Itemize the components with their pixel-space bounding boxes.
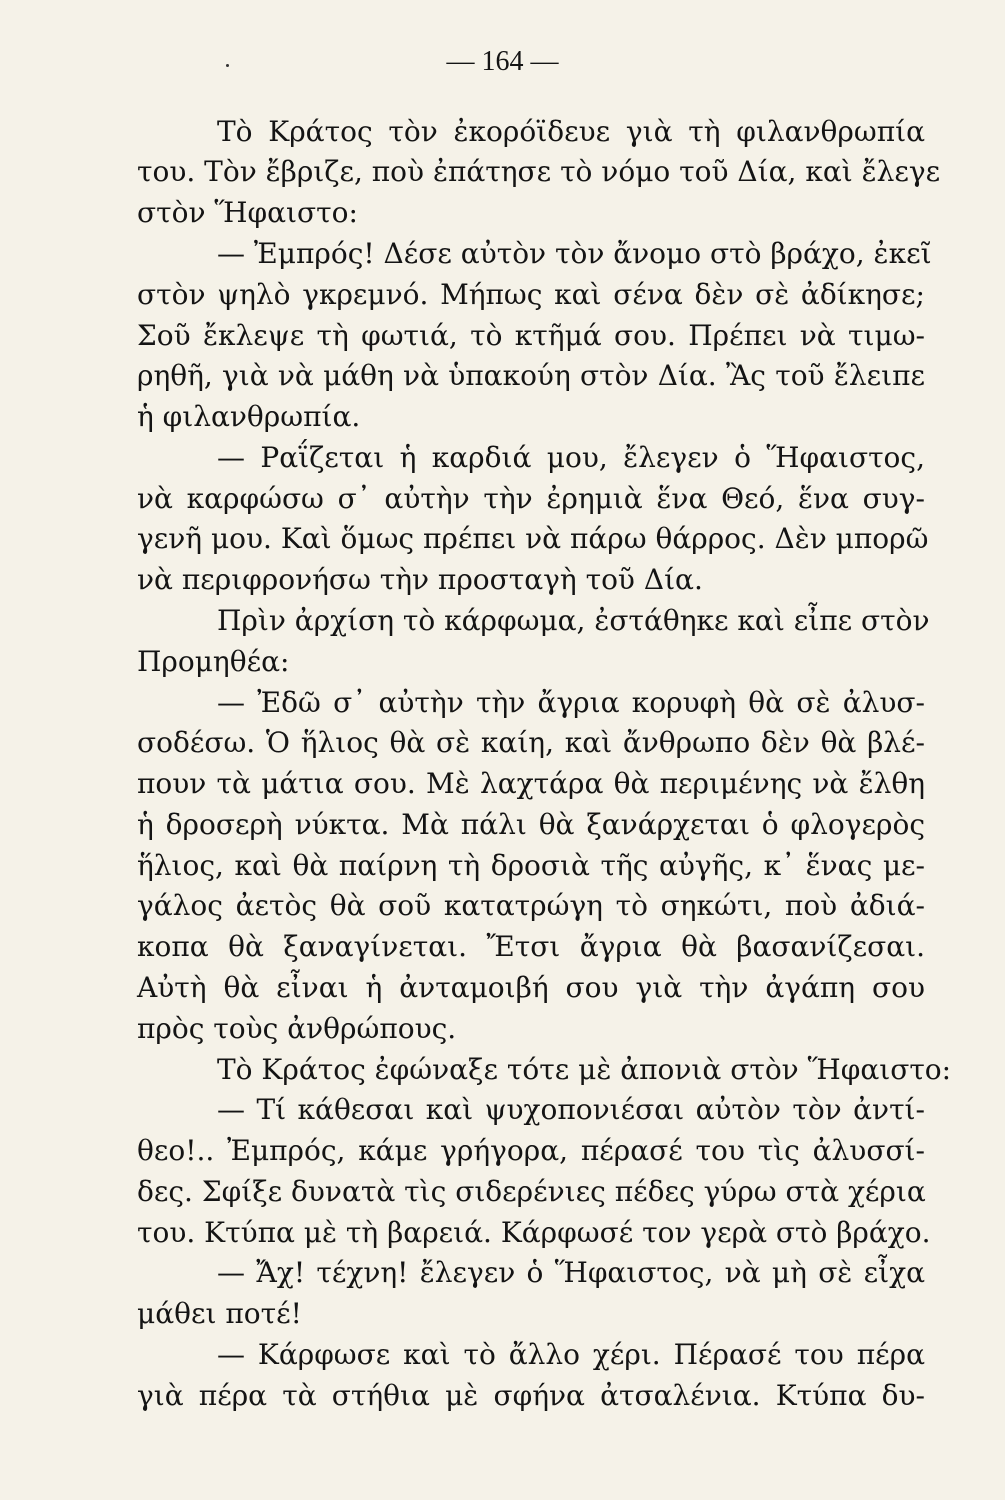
text-line: ἡ φιλανθρωπία. (137, 400, 361, 433)
text-line: Πρὶν ἀρχίση τὸ κάρφωμα, ἐστάθηκε καὶ εἶπε στὸν (217, 604, 930, 637)
text-line: γιὰ πέρα τὰ στήθια μὲ σφήνα ἀτσαλένια. Κτύπα δυ- (137, 1379, 925, 1412)
text-line: — Ραΐζεται ἡ καρδιά μου, ἔλεγεν ὁ Ἥφαιστος, (217, 441, 925, 474)
text-line: γάλος ἀετὸς θὰ σοῦ κατατρώγη τὸ σηκώτι, ποὺ ἀδιά- (137, 889, 925, 922)
text-line: νὰ περιφρονήσω τὴν προσταγὴ τοῦ Δία. (137, 563, 703, 596)
text-line: — Ἐμπρός! Δέσε αὐτὸν τὸν ἄνομο στὸ βράχο, ἐκεῖ (217, 237, 932, 270)
text-line: — Κάρφωσε καὶ τὸ ἄλλο χέρι. Πέρασέ του πέρα (217, 1338, 925, 1371)
text-line: Τὸ Κράτος τὸν ἐκορόϊδευε γιὰ τὴ φιλανθρωπία (217, 115, 925, 148)
text-line: ἡ δροσερὴ νύκτα. Μὰ πάλι θὰ ξανάρχεται ὁ φλογερὸς (137, 808, 925, 841)
text-line: ρηθῆ, γιὰ νὰ μάθη νὰ ὑπακούη στὸν Δία. Ἂς τοῦ ἔλειπε (137, 359, 925, 392)
text-line: σοδέσω. Ὁ ἥλιος θὰ σὲ καίη, καὶ ἄνθρωπο δὲν θὰ βλέ- (137, 726, 925, 759)
page-number: — 164 — (446, 46, 559, 77)
text-line: πρὸς τοὺς ἀνθρώπους. (137, 1012, 457, 1045)
text-line: ἥλιος, καὶ θὰ παίρνη τὴ δροσιὰ τῆς αὐγῆς, κ᾽ ἕνας με- (137, 849, 925, 882)
text-line: κοπα θὰ ξαναγίνεται. Ἔτσι ἄγρια θὰ βασανίζεσαι. (137, 930, 925, 963)
text-line: δες. Σφίξε δυνατὰ τὶς σιδερένιες πέδες γύρω στὰ χέρια (137, 1175, 926, 1208)
text-line: πουν τὰ μάτια σου. Μὲ λαχτάρα θὰ περιμένης νὰ ἔλθη (137, 767, 925, 800)
text-line: στὸν Ἥφαιστο: (137, 196, 358, 229)
text-line: του. Τὸν ἔβριζε, ποὺ ἐπάτησε τὸ νόμο τοῦ Δία, καὶ ἔλεγε (137, 155, 941, 188)
text-line: Σοῦ ἔκλεψε τὴ φωτιά, τὸ κτῆμά σου. Πρέπει νὰ τιμω- (137, 319, 925, 352)
text-line: του. Κτύπα μὲ τὴ βαρειά. Κάρφωσέ τον γερὰ στὸ βράχο. (137, 1216, 931, 1249)
text-line: στὸν ψηλὸ γκρεμνό. Μήπως καὶ σένα δὲν σὲ ἀδίκησε; (137, 278, 925, 311)
text-line: — Ἄχ! τέχνη! ἔλεγεν ὁ Ἥφαιστος, νὰ μὴ σὲ εἶχα (217, 1256, 925, 1289)
text-line: μάθει ποτέ! (137, 1297, 302, 1330)
text-line: νὰ καρφώσω σ᾽ αὐτὴν τὴν ἐρημιὰ ἕνα Θεό, ἕνα συγ- (137, 482, 925, 515)
text-line: Τὸ Κράτος ἐφώναξε τότε μὲ ἀπονιὰ στὸν Ἥφαιστο: (217, 1053, 952, 1086)
text-line: — Ἐδῶ σ᾽ αὐτὴν τὴν ἄγρια κορυφὴ θὰ σὲ ἀλυσ- (217, 686, 925, 719)
text-line: γενῆ μου. Καὶ ὅμως πρέπει νὰ πάρω θάρρος. Δὲν μπορῶ (137, 522, 929, 555)
text-line: θεο!.. Ἐμπρός, κάμε γρήγορα, πέρασέ του τὶς ἀλυσσί- (137, 1134, 925, 1167)
text-line: Αὐτὴ θὰ εἶναι ἡ ἀνταμοιβή σου γιὰ τὴν ἀγάπη σου (137, 971, 925, 1004)
text-line: Προμηθέα: (137, 645, 290, 678)
text-line: — Τί κάθεσαι καὶ ψυχοπονιέσαι αὐτὸν τὸν ἀντί- (217, 1093, 925, 1126)
